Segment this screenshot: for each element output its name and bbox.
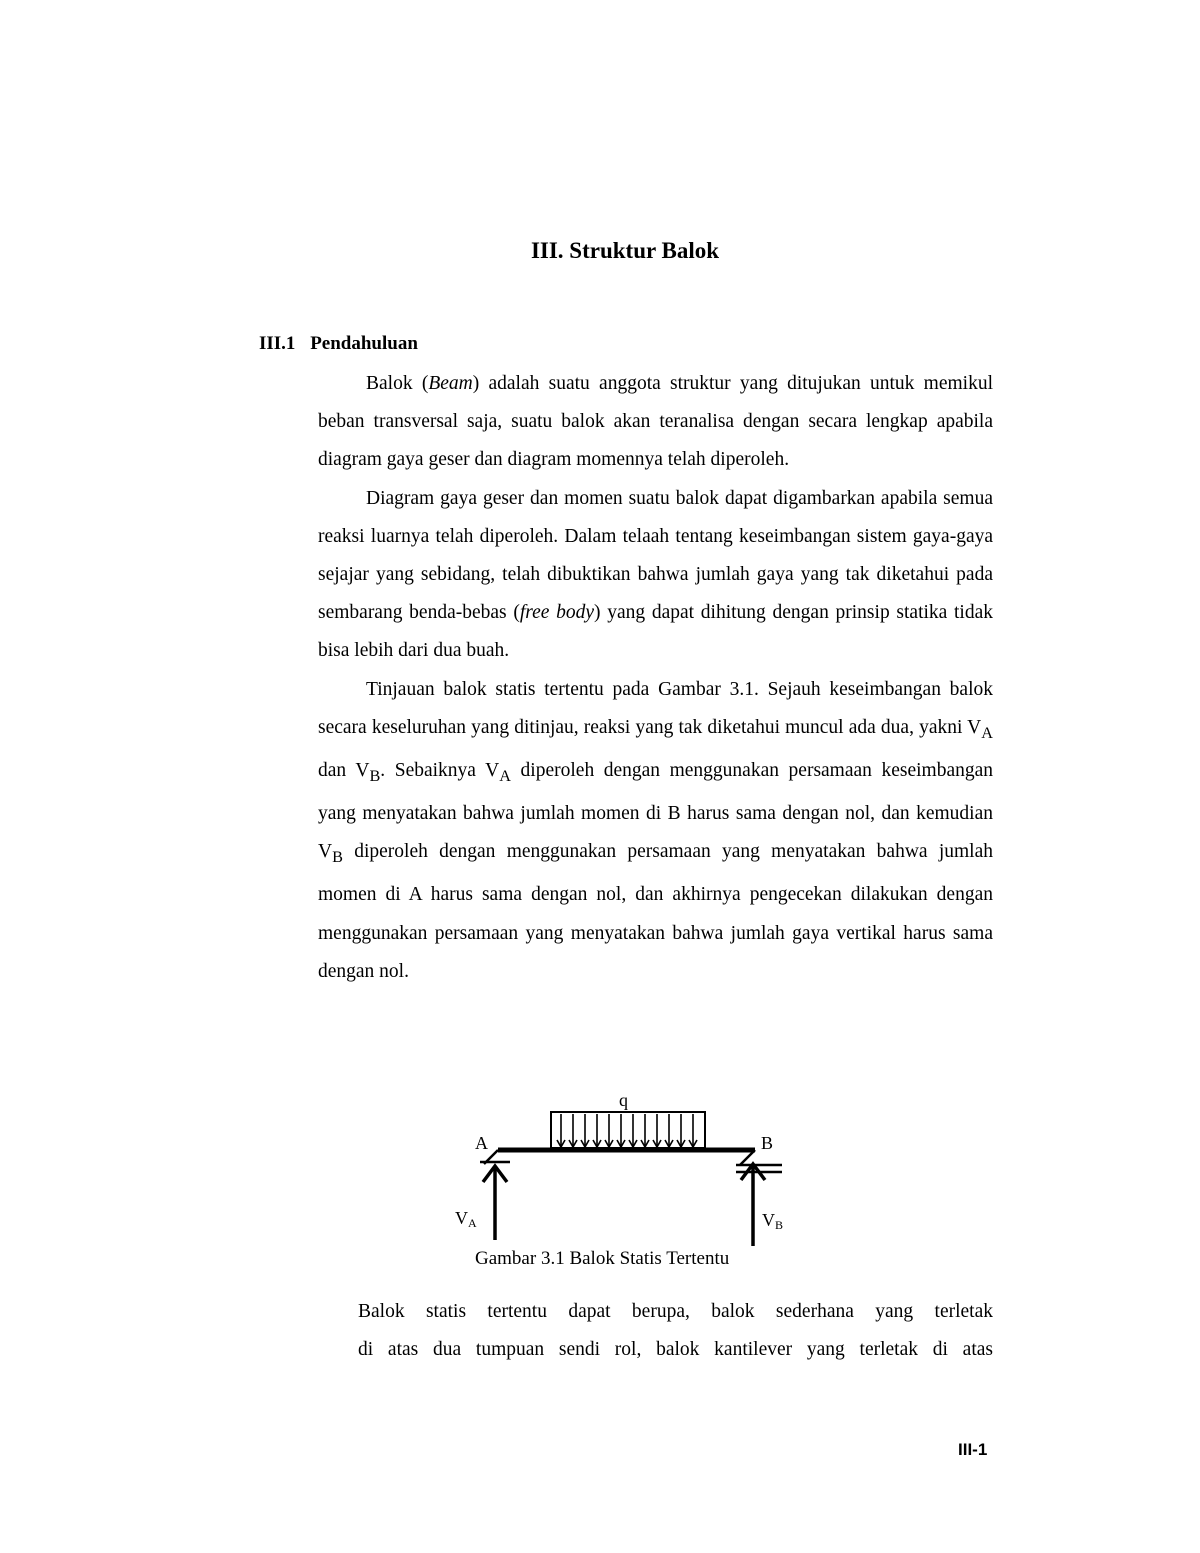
section-title: Pendahuluan — [310, 333, 418, 354]
figure-caption: Gambar 3.1 Balok Statis Tertentu — [475, 1248, 730, 1269]
distributed-load-arrows — [557, 1114, 697, 1147]
reaction-b-label: $V_B$ — [762, 1210, 784, 1232]
section-heading — [259, 333, 418, 355]
reaction-arrow-b — [741, 1164, 765, 1246]
distributed-load-box — [551, 1112, 705, 1148]
beam-diagram — [440, 1090, 800, 1250]
load-label: q — [619, 1090, 628, 1110]
paragraph-diagrams: Diagram gaya geser dan momen suatu balok dapat digambarkan apabila semua reaksi luarnya telah diperoleh. Dalam telaah tentang keseimbangan sistem gaya-gaya sejajar yang sebidang, telah dibuktikan bahwa jumlah gaya yang tak diketahui pada sembarang benda-bebas (free body) yang dapat dihitung dengan prinsip statika tidak bisa lebih dari dua buah. — [318, 487, 994, 662]
support-a-label: A — [475, 1133, 488, 1153]
body-text — [318, 365, 993, 991]
after-figure-line-2: di atas dua tumpuan sendi rol, balok kantilever yang terletak di atas — [358, 1339, 993, 1361]
support-b — [736, 1150, 782, 1172]
italic-term: Beam — [428, 373, 473, 394]
beam-figure — [440, 1090, 800, 1250]
chapter-title: III. Struktur Balok — [530, 238, 720, 263]
page-number: III-1 — [958, 1440, 988, 1459]
paragraph-reactions: Tinjauan balok statis tertentu pada Gambar 3.1. Sejauh keseimbangan balok secara keseluruhan yang ditinjau, reaksi yang tak diketahui muncul ada dua, yakni $V_A$ dan $V_B$. Sebaiknya $V_A$ diperoleh dengan menggunakan persamaan keseimbangan yang menyatakan bahwa jumlah momen di B harus sama dengan nol, dan kemudian $V_B$ diperoleh dengan menggunakan persamaan yang menyatakan bahwa jumlah momen di A harus sama dengan nol, dan akhirnya pengecekan dilakukan dengan menggunakan persamaan yang menyatakan bahwa jumlah gaya vertikal harus sama dengan nol. — [318, 678, 994, 982]
after-figure-text — [318, 1293, 993, 1369]
after-figure-line-1: Balok statis tertentu dapat berupa, balok sederhana yang terletak — [358, 1301, 993, 1322]
italic-term: free body — [519, 602, 595, 624]
support-b-label: B — [761, 1133, 774, 1153]
section-number: III.1 — [259, 333, 296, 354]
reaction-arrow-a — [483, 1166, 507, 1240]
paragraph-beam-definition: Balok (Beam) adalah suatu anggota struktur yang ditujukan untuk memikul beban transversal saja, suatu balok akan teranalisa dengan secara lengkap apabila diagram gaya geser dan diagram momennya telah diperoleh. — [318, 373, 993, 471]
reaction-a-label: $V_A$ — [455, 1208, 477, 1230]
